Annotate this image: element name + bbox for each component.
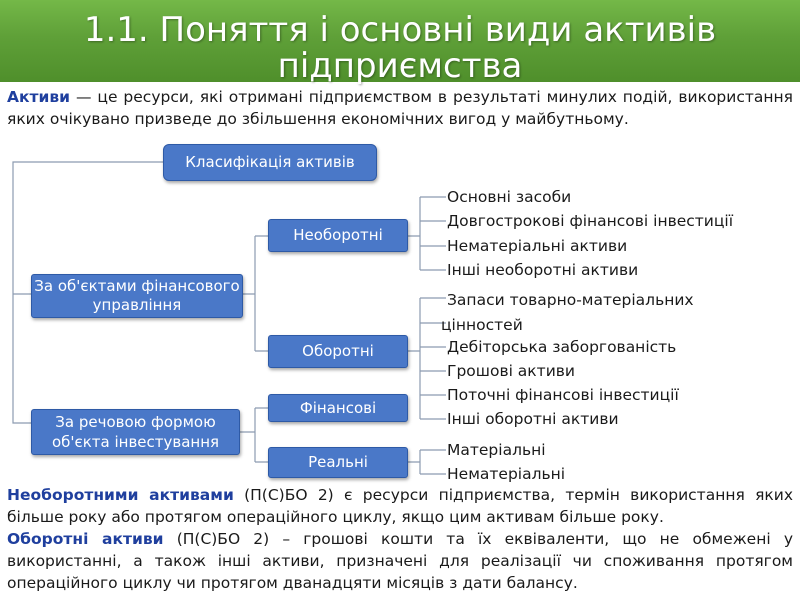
list-item: Довгострокові фінансові інвестиції xyxy=(447,212,734,230)
box-asset-classification: Класифікація активів xyxy=(163,144,377,181)
note-text-current: (П(С)БО 2) – грошові кошти та їх еквіваленти, що не обмежені у використанні, а також інші активи, призначені для реалізації чи споживання протягом операційного циклу чи протягом дванадцяти місяців з дати балансу. xyxy=(7,530,793,592)
note-text-non-current: (П(С)БО 2) є ресурси підприємства, термін використання яких більше року або протягом операційного циклу, якщо цим активам більше року. xyxy=(7,486,793,526)
list-item: Нематеріальні xyxy=(447,465,566,483)
notes-paragraph xyxy=(7,484,793,594)
list-item: Нематеріальні активи xyxy=(447,237,628,255)
list-item: Інші необоротні активи xyxy=(447,261,639,279)
list-item: Дебіторська заборгованість xyxy=(447,338,677,356)
list-item: Запаси товарно-матеріальних цінностей xyxy=(441,291,694,334)
page-title: 1.1. Поняття і основні види активів підприємства xyxy=(83,10,717,86)
note-term-non-current: Необоротними активами xyxy=(7,486,234,504)
box-by-financial-management: За об'єктами фінансового управління xyxy=(31,274,243,318)
definition-text: — це ресурси, які отримані підприємством в результаті минулих подій, використання яких очікувано призведе до збільшення економічних вигод у майбутньому. xyxy=(7,88,793,128)
box-non-current: Необоротні xyxy=(268,219,408,252)
connector-branch-1 xyxy=(243,236,268,351)
definition-term: Активи xyxy=(7,88,71,106)
note-term-current: Оборотні активи xyxy=(7,530,164,548)
list-item: Грошові активи xyxy=(447,362,575,380)
list-item: Інші оборотні активи xyxy=(447,410,619,428)
connector-neob-items xyxy=(408,197,446,270)
connector-branch-2 xyxy=(240,408,268,462)
connector-real-items xyxy=(408,450,446,474)
box-current: Оборотні xyxy=(268,335,408,368)
box-real: Реальні xyxy=(268,447,408,478)
list-item: Поточні фінансові інвестиції xyxy=(447,386,679,404)
list-item: Матеріальні xyxy=(447,441,546,459)
box-by-material-form: За речовою формою об'єкта інвестування xyxy=(31,409,240,455)
box-financial: Фінансові xyxy=(268,394,408,422)
list-item: Основні засоби xyxy=(447,188,572,206)
